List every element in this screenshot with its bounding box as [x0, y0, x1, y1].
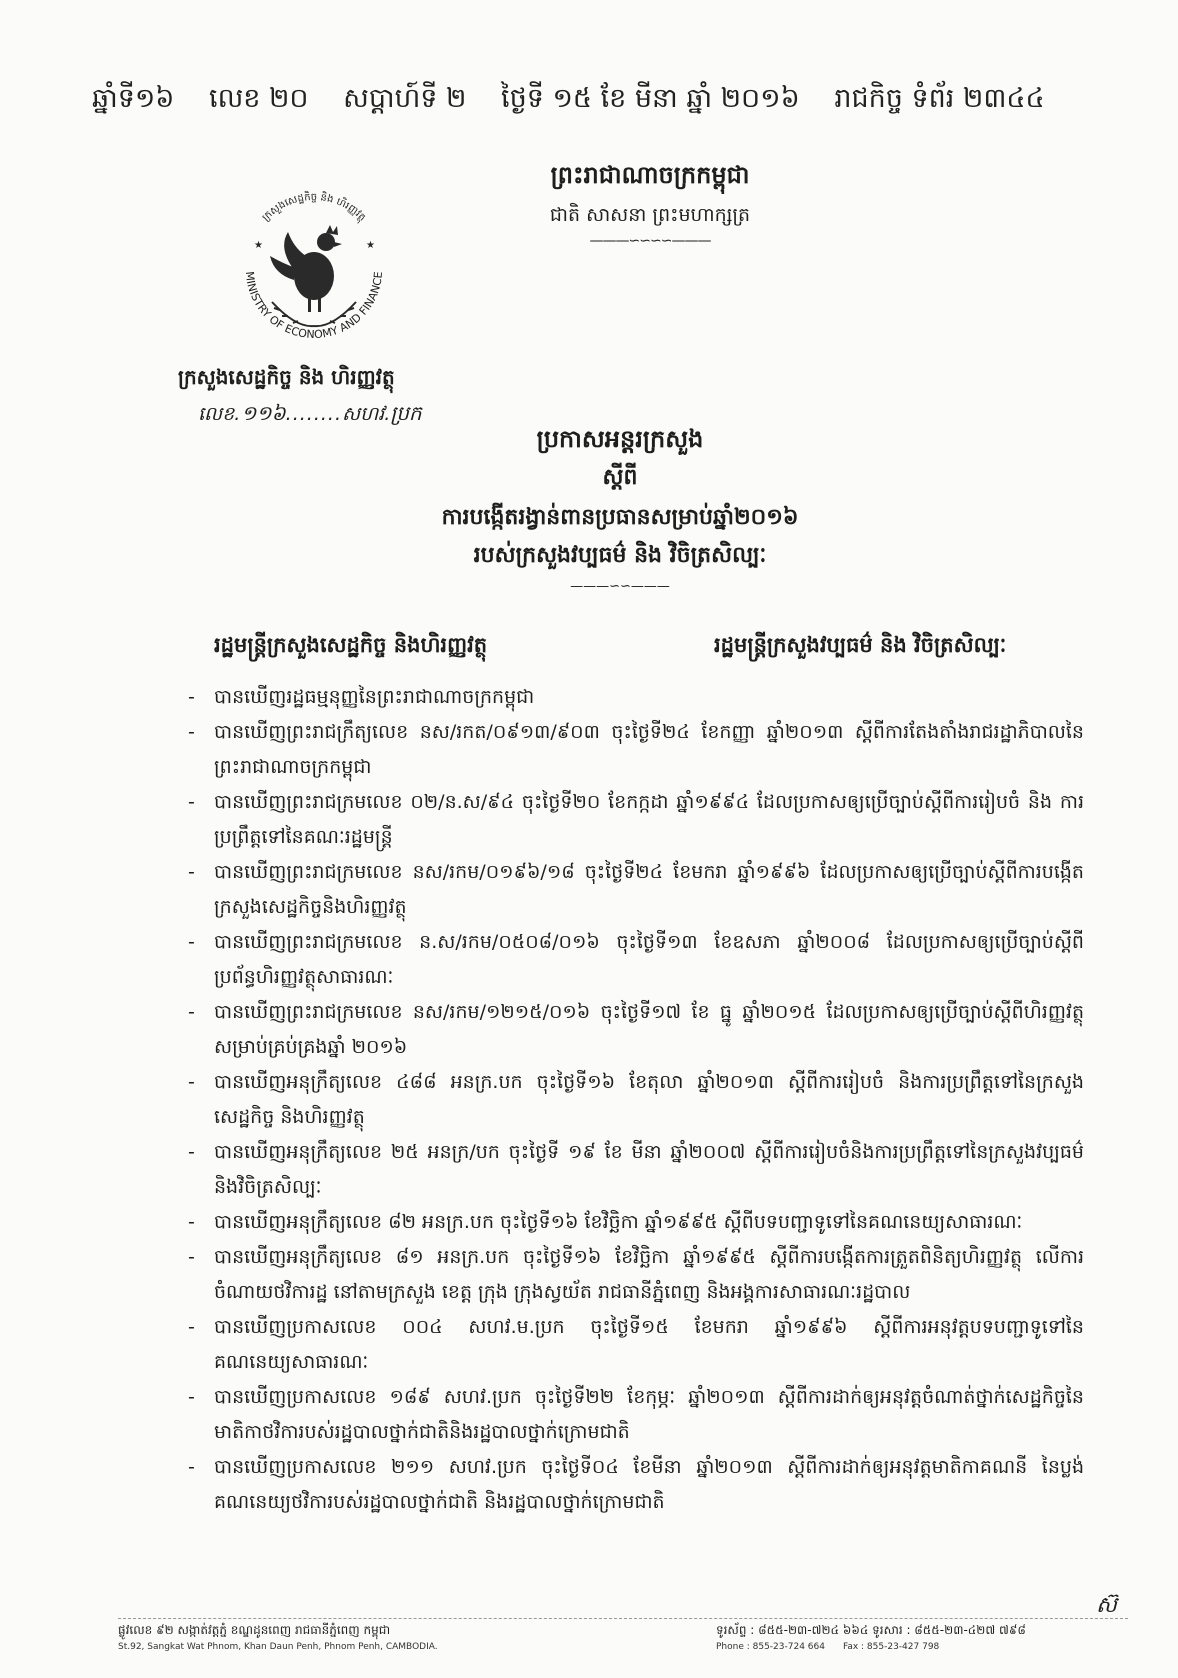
list-item: - បានឃើញអនុក្រឹត្យលេខ ៤៨៨ អនក្រ.បក ចុះថ្ងៃទី១៦ ខែតុលា ឆ្នាំ២០១៣ ស្តីពីការរៀបចំ និងការប្រព្រឹត្តទៅនៃក្រសួងសេដ្ឋកិច្ច និងហិរញ្ញវត្ថុ: [184, 1065, 1084, 1135]
ministry-name: ក្រសួងសេដ្ឋកិច្ច និង ហិរញ្ញវត្ថុ: [178, 365, 395, 389]
ministry-seal: [228, 184, 400, 356]
svg-text:★: ★: [366, 240, 375, 251]
seal-text-en: MINISTRY OF ECONOMY AND FINANCE: [242, 270, 386, 342]
minister-economy-finance: រដ្ឋមន្ត្រីក្រសួងសេដ្ឋកិច្ច និងហិរញ្ញវត្ថុ: [214, 633, 488, 657]
list-item: - បានឃើញរដ្ឋធម្មនុញ្ញនៃព្រះរាជាណាចក្រកម្ពុជា: [184, 680, 1084, 715]
title-line-1: ប្រកាសអន្តរក្រសួង: [536, 425, 704, 453]
footer-fax: Fax : 855-23-427 798: [842, 1642, 940, 1652]
footer-contact-kh: ទូរស័ព្ទ : ៨៥៥-២៣-៧២៤ ៦៦៤ ទូរសារ : ៨៥៥-២៣-៤២៧ ៧៩៨: [716, 1623, 1026, 1637]
header-year: ឆ្នាំទី១៦: [92, 83, 175, 114]
list-item: - បានឃើញប្រកាសលេខ ២១១ សហវ.ប្រក ចុះថ្ងៃទី០៤ ខែមីនា ឆ្នាំ២០១៣ ស្តីពីការដាក់ឲ្យអនុវត្តមាតិកាគណនី នៃប្លង់គណនេយ្យថវិការបស់រដ្ឋបាលថ្នាក់ជាតិ និងរដ្ឋបាលថ្នាក់ក្រោមជាតិ: [184, 1450, 1084, 1520]
header-date: ថ្ងៃទី ១៥ ខែ មីនា ឆ្នាំ ២០១៦: [501, 83, 800, 114]
seal-stars-icon: [254, 240, 375, 251]
ref-code-handwritten: ប្រក: [390, 401, 422, 425]
footer-address: [118, 1622, 438, 1652]
kingdom-heading: [480, 160, 820, 249]
considerations-list: [184, 680, 1084, 1520]
footer-address-kh: ផ្លូវលេខ ៩២ សង្កាត់វត្តភ្នំ ខណ្ឌដូនពេញ រាជធានីភ្នំពេញ កម្ពុជា: [118, 1623, 391, 1637]
ref-prefix: លេខ: [198, 403, 235, 425]
list-item: - បានឃើញប្រកាសលេខ ១៨៩ សហវ.ប្រក ចុះថ្ងៃទី២២ ខែកុម្ភៈ ឆ្នាំ២០១៣ ស្តីពីការដាក់ឲ្យអនុវត្តចំណាត់ថ្នាក់សេដ្ឋកិច្ចនៃមាតិកាថវិការបស់រដ្ឋបាលថ្នាក់ជាតិនិងរដ្ឋបាលថ្នាក់ក្រោមជាតិ: [184, 1380, 1084, 1450]
title-divider: ———∽∽———: [570, 579, 670, 594]
seal-emblem-icon: [228, 184, 400, 356]
header-week: សប្តាហ៍ទី ២: [343, 83, 467, 114]
ornament-divider: ———∽∽∽∽———: [589, 233, 711, 249]
ref-number-handwritten: ១១៦: [241, 401, 286, 425]
gazette-header: [92, 82, 1122, 121]
ref-suffix: សហវ.: [342, 403, 391, 425]
rooster-icon: [270, 225, 342, 312]
list-item: - បានឃើញព្រះរាជក្រមលេខ ០២/ន.ស/៩៤ ចុះថ្ងៃទី២០ ខែកក្កដា ឆ្នាំ១៩៩៤ ដែលប្រកាសឲ្យប្រើច្បាប់ស្តីពីការរៀបចំ និង ការប្រព្រឹត្តទៅនៃគណៈរដ្ឋមន្ត្រី: [184, 785, 1084, 855]
list-item: - បានឃើញព្រះរាជក្រឹត្យលេខ នស/រកត/០៩១៣/៩០៣ ចុះថ្ងៃទី២៤ ខែកញ្ញា ឆ្នាំ២០១៣ ស្តីពីការតែងតាំងរាជរដ្ឋាភិបាលនៃព្រះរាជាណាចក្រកម្ពុជា: [184, 715, 1084, 785]
ref-dots-1: .: [234, 403, 242, 425]
list-item: - បានឃើញព្រះរាជក្រមលេខ ន.ស/រកម/០៥០៨/០១៦ ចុះថ្ងៃទី១៣ ខែឧសភា ឆ្នាំ២០០៨ ដែលប្រកាសឲ្យប្រើច្បាប់ស្តីពីប្រព័ន្ធហិរញ្ញវត្ថុសាធារណៈ: [184, 925, 1084, 995]
svg-text:★: ★: [254, 240, 263, 251]
kingdom-name: ព្រះរាជាណាចក្រកម្ពុជា: [550, 161, 750, 189]
footer-contact: [716, 1622, 1026, 1652]
footer-phone: Phone : 855-23-724 664: [716, 1642, 825, 1652]
list-item: - បានឃើញអនុក្រឹត្យលេខ ២៥ អនក្រ/បក ចុះថ្ងៃទី ១៩ ខែ មីនា ឆ្នាំ២០០៧ ស្តីពីការរៀបចំនិងការប្រព្រឹត្តទៅនៃក្រសួងវប្បធម៌ និងវិចិត្រសិល្បៈ: [184, 1135, 1084, 1205]
title-line-4: របស់ក្រសួងវប្បធម៌ និង វិចិត្រសិល្បៈ: [473, 543, 767, 568]
list-item: - បានឃើញអនុក្រឹត្យលេខ ៨១ អនក្រ.បក ចុះថ្ងៃទី១៦ ខែវិច្ឆិកា ឆ្នាំ១៩៩៥ ស្តីពីការបង្កើតការត្រួតពិនិត្យហិរញ្ញវត្ថុ លើការចំណាយថវិការដ្ឋ នៅតាមក្រសួង ខេត្ត ក្រុង ក្រុងស្វយ័ត រាជធានីភ្នំពេញ និងអង្គការសាធារណៈរដ្ឋបាល: [184, 1240, 1084, 1310]
seal-text-kh: ក្រសួងសេដ្ឋកិច្ច និង ហិរញ្ញវត្ថុ: [260, 191, 368, 224]
list-item: - បានឃើញអនុក្រឹត្យលេខ ៨២ អនក្រ.បក ចុះថ្ងៃទី១៦ ខែវិច្ឆិកា ឆ្នាំ១៩៩៥ ស្តីពីបទបញ្ជាទូទៅនៃគណនេយ្យសាធារណៈ: [184, 1205, 1084, 1240]
footer-contact-en: [716, 1642, 1026, 1652]
footer-divider: [118, 1618, 1128, 1619]
list-item: - បានឃើញប្រកាសលេខ ០០៤ សហវ.ម.ប្រក ចុះថ្ងៃទី១៥ ខែមករា ឆ្នាំ១៩៩៦ ស្តីពីការអនុវត្តបទបញ្ជាទូទៅនៃ គណនេយ្យសាធារណៈ: [184, 1310, 1084, 1380]
minister-culture-fine-arts: រដ្ឋមន្ត្រីក្រសួងវប្បធម៌ និង វិចិត្រសិល្បៈ: [714, 633, 1007, 657]
title-line-3: ការបង្កើតរង្វាន់ពានប្រធានសម្រាប់ឆ្នាំ២០១៦: [441, 505, 799, 530]
ref-dots-2: ........: [285, 403, 342, 425]
list-item: - បានឃើញព្រះរាជក្រមលេខ នស/រកម/០១៩៦/១៨ ចុះថ្ងៃទី២៤ ខែមករា ឆ្នាំ១៩៩៦ ដែលប្រកាសឲ្យប្រើច្បាប់ស្តីពីការបង្កើតក្រសួងសេដ្ឋកិច្ចនិងហិរញ្ញវត្ថុ: [184, 855, 1084, 925]
list-item: - បានឃើញព្រះរាជក្រមលេខ នស/រកម/១២១៥/០១៦ ចុះថ្ងៃទី១៧ ខែ ធ្នូ ឆ្នាំ២០១៥ ដែលប្រកាសឲ្យប្រើច្បាប់ស្តីពីហិរញ្ញវត្ថុសម្រាប់គ្រប់គ្រងឆ្នាំ ២០១៦: [184, 995, 1084, 1065]
footer-address-en: St.92, Sangkat Wat Phnom, Khan Daun Penh, Phnom Penh, CAMBODIA.: [118, 1642, 438, 1652]
handwritten-page-mark: ស៊: [1096, 1593, 1117, 1618]
title-line-2: ស្តីពី: [602, 465, 638, 490]
proclamation-title: [300, 424, 940, 594]
header-issue: លេខ ២០: [209, 83, 309, 114]
kingdom-motto: ជាតិ សាសនា ព្រះមហាក្សត្រ: [549, 204, 751, 226]
header-page: រាជកិច្ច ទំព័រ ២៣៤៤: [834, 83, 1045, 114]
